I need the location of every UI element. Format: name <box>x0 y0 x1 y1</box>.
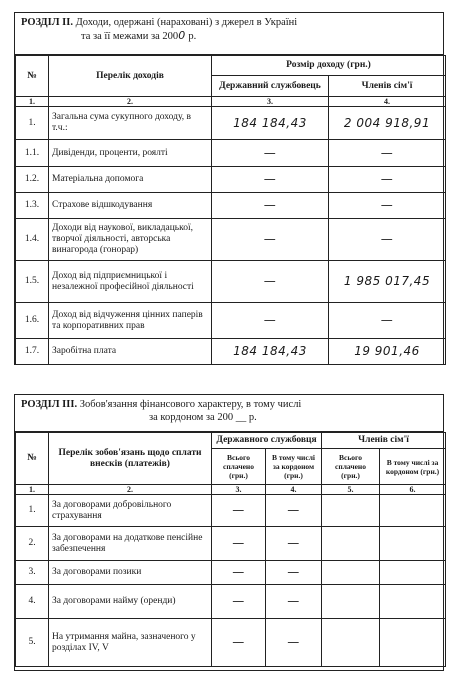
row-family-value: — <box>329 303 446 339</box>
row-c4-value: — <box>266 561 322 585</box>
index-cell: 1. <box>16 485 49 495</box>
section-3-title-text: Зобов'язання фінансового характеру, в тому числі <box>79 399 302 410</box>
row-num: 3. <box>16 561 49 585</box>
col-family-header: Членів сім'ї <box>329 76 446 97</box>
table-row <box>16 303 446 339</box>
index-cell: 6. <box>380 485 446 495</box>
row-c5-value <box>322 619 380 667</box>
section-2-year: 0 <box>178 29 186 42</box>
row-family-value: — <box>329 167 446 193</box>
row-civil-value: 184 184,43 <box>212 107 329 140</box>
row-label: За договорами добровільного страхування <box>49 495 212 527</box>
row-civil-value: — <box>212 140 329 167</box>
row-label: Дивіденди, проценти, роялті <box>49 140 212 167</box>
index-cell: 2. <box>49 97 212 107</box>
row-num: 1.2. <box>16 167 49 193</box>
row-family-value: 19 901,46 <box>329 339 446 365</box>
row-c3-value: — <box>212 495 266 527</box>
section-3-label: РОЗДІЛ ІІІ. <box>21 399 78 410</box>
section-3-title-text2: за кордоном за 200 __ р. <box>149 412 257 423</box>
row-num: 1.4. <box>16 219 49 261</box>
section-2-title-text2: та за її межами за 200 <box>81 31 179 42</box>
table-row <box>16 219 446 261</box>
col-list-header: Перелік зобов'язань щодо сплати внесків (платежів) <box>49 433 212 485</box>
col-abroad-header: В тому числі за кордоном (грн.) <box>380 449 446 485</box>
row-c4-value: — <box>266 619 322 667</box>
row-c6-value <box>380 527 446 561</box>
row-family-value: — <box>329 219 446 261</box>
row-label: За договорами на додаткове пенсійне забезпечення <box>49 527 212 561</box>
row-label: Страхове відшкодування <box>49 193 212 219</box>
row-num: 1. <box>16 495 49 527</box>
income-table <box>15 55 446 365</box>
section-2-label: РОЗДІЛ ІІ. <box>21 17 73 28</box>
index-cell: 4. <box>329 97 446 107</box>
table-row <box>16 495 446 527</box>
col-amount-header: Розмір доходу (грн.) <box>212 56 446 76</box>
row-c4-value: — <box>266 495 322 527</box>
row-num: 1.5. <box>16 261 49 303</box>
row-num: 1.3. <box>16 193 49 219</box>
row-label: Доход від підприємницької і незалежної професійної діяльності <box>49 261 212 303</box>
table-row <box>16 140 446 167</box>
section-3-title <box>15 395 443 432</box>
row-num: 5. <box>16 619 49 667</box>
section-3-form <box>14 394 444 671</box>
col-abroad-header: В тому числі за кордоном (грн.) <box>266 449 322 485</box>
table-row <box>16 585 446 619</box>
row-c3-value: — <box>212 527 266 561</box>
col-num-header: № <box>16 433 49 485</box>
row-c3-value: — <box>212 561 266 585</box>
row-c3-value: — <box>212 585 266 619</box>
row-num: 1.1. <box>16 140 49 167</box>
row-family-value: 2 004 918,91 <box>329 107 446 140</box>
row-label: Доходи від наукової, викладацької, творчої діяльності, авторська винагорода (гонорар) <box>49 219 212 261</box>
row-c6-value <box>380 619 446 667</box>
row-label: Матеріальна допомога <box>49 167 212 193</box>
row-c6-value <box>380 585 446 619</box>
index-cell: 5. <box>322 485 380 495</box>
row-num: 1.7. <box>16 339 49 365</box>
row-c6-value <box>380 561 446 585</box>
row-label: На утримання майна, зазначеного у розділах IV, V <box>49 619 212 667</box>
table-row <box>16 527 446 561</box>
row-c5-value <box>322 561 380 585</box>
index-cell: 2. <box>49 485 212 495</box>
col-num-header: № <box>16 56 49 97</box>
col-civil-header: Державний службовець <box>212 76 329 97</box>
table-row <box>16 619 446 667</box>
row-c4-value: — <box>266 527 322 561</box>
row-num: 1. <box>16 107 49 140</box>
table-row <box>16 167 446 193</box>
row-c3-value: — <box>212 619 266 667</box>
row-civil-value: 184 184,43 <box>212 339 329 365</box>
row-c5-value <box>322 585 380 619</box>
row-civil-value: — <box>212 167 329 193</box>
row-label: Доход від відчуження цінних паперів та корпоративних прав <box>49 303 212 339</box>
col-total-header: Всього сплачено (грн.) <box>322 449 380 485</box>
col-family-header: Членів сім'ї <box>322 433 446 449</box>
index-cell: 1. <box>16 97 49 107</box>
row-num: 2. <box>16 527 49 561</box>
row-label: За договорами позики <box>49 561 212 585</box>
section-2-title-text: Доходи, одержані (нараховані) з джерел в Україні <box>75 17 298 28</box>
table-row <box>16 193 446 219</box>
table-row <box>16 261 446 303</box>
row-civil-value: — <box>212 219 329 261</box>
row-num: 4. <box>16 585 49 619</box>
row-civil-value: — <box>212 303 329 339</box>
row-c6-value <box>380 495 446 527</box>
row-civil-value: — <box>212 193 329 219</box>
col-total-header: Всього сплачено (грн.) <box>212 449 266 485</box>
row-label: Загальна сума сукупного доходу, в т.ч.: <box>49 107 212 140</box>
row-c5-value <box>322 527 380 561</box>
table-row <box>16 339 446 365</box>
row-c4-value: — <box>266 585 322 619</box>
table-row <box>16 107 446 140</box>
row-label: Заробітна плата <box>49 339 212 365</box>
section-2-form <box>14 12 444 365</box>
index-cell: 4. <box>266 485 322 495</box>
col-list-header: Перелік доходів <box>49 56 212 97</box>
section-2-title-suffix: р. <box>188 31 197 42</box>
row-family-value: — <box>329 193 446 219</box>
row-label: За договорами найму (оренди) <box>49 585 212 619</box>
obligations-table <box>15 432 446 667</box>
index-cell: 3. <box>212 97 329 107</box>
col-civil-header: Державного службовця <box>212 433 322 449</box>
row-family-value: 1 985 017,45 <box>329 261 446 303</box>
row-c5-value <box>322 495 380 527</box>
section-2-title <box>15 13 443 55</box>
row-num: 1.6. <box>16 303 49 339</box>
row-family-value: — <box>329 140 446 167</box>
table-row <box>16 561 446 585</box>
index-cell: 3. <box>212 485 266 495</box>
row-civil-value: — <box>212 261 329 303</box>
